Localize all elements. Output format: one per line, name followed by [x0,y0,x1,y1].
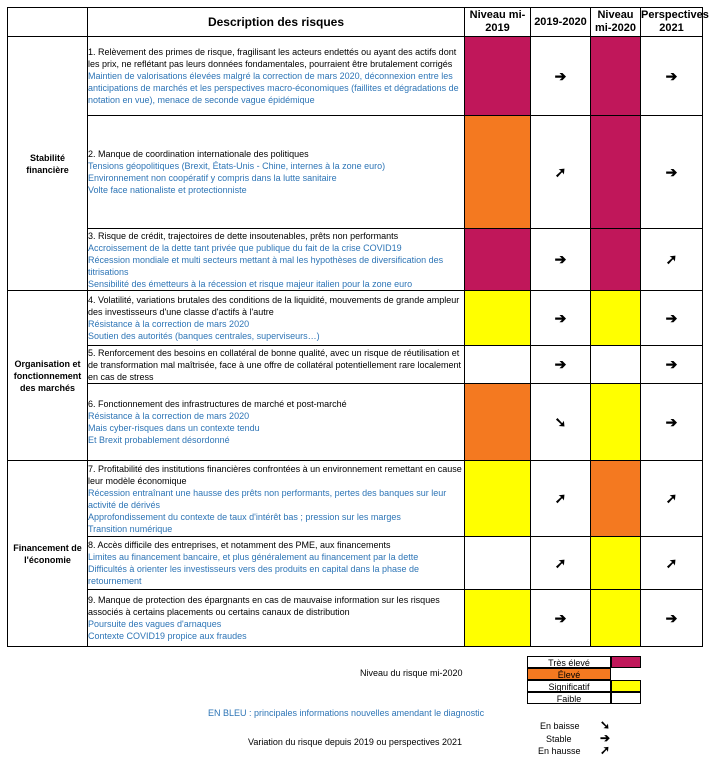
risk-description [88,384,465,461]
risk-note: Transition numérique [88,523,173,534]
outlook-cell [641,346,703,384]
level-2019-cell [465,229,531,291]
risk-title: 1. Relèvement des primes de risque, fragilisant les acteurs endettés ou ayant des actifs dont les prix, ne reflétant pas leurs données fondamentales, pourraient être brutalement corrigés [88,47,457,69]
risk-note: Contexte COVID19 propice aux fraudes [88,631,247,641]
risk-note: Résistance à la correction de mars 2020 [88,411,250,421]
legend-arrow-hausse-label: En hausse [538,746,581,756]
risk-description [88,229,465,291]
risk-description [88,116,465,229]
legend-arrow-stable-label: Stable [546,734,572,744]
arrow-right-icon: ➔ [554,356,567,372]
legend-level-significatif: Significatif [527,680,611,692]
risk-note: Poursuite des vagues d'arnaques [88,619,222,629]
arrow-right-icon: ➔ [665,67,678,84]
arrow-right-icon: ➔ [665,163,678,180]
arrow-up-icon: ➚ [554,163,567,180]
risk-row [8,346,703,384]
level-2020-cell [591,116,641,229]
header-niveau-2020: Niveau mi-2020 [591,8,641,37]
variation-cell [531,291,591,346]
outlook-cell [641,37,703,116]
risk-note: Résistance à la correction de mars 2020 [88,319,250,329]
header-niveau-2019: Niveau mi-2019 [465,8,531,37]
variation-cell [531,461,591,537]
risk-note: Environnement non coopératif y compris dans la lutte sanitaire [88,173,337,183]
risk-note: Volte face nationaliste et protectionniste [88,185,247,195]
legend-variation-label: Variation du risque depuis 2019 ou perspectives 2021 [248,737,462,747]
arrow-up-icon: ➚ [665,554,678,571]
level-2019-cell [465,346,531,384]
level-2019-cell [465,384,531,461]
level-2020-cell [591,537,641,590]
level-2020-cell [591,37,641,116]
arrow-right-icon: ➔ [554,67,567,84]
outlook-cell [641,461,703,537]
arrow-up-icon: ➚ [600,743,611,757]
legend-arrow-baisse-label: En baisse [540,721,580,731]
arrow-up-icon: ➚ [554,490,567,506]
level-2019-cell [465,291,531,346]
risk-note: Tensions géopolitiques (Brexit, États-Unis - Chine, internes à la zone euro) [88,161,386,171]
level-2019-cell [465,461,531,537]
risk-description [88,291,465,346]
risk-title: 3. Risque de crédit, trajectoires de dette insoutenables, prêts non performants [88,230,399,241]
risk-note: Difficultés à orienter les investisseurs vers des produits en capital dans la phase de retournement [88,564,420,586]
category-label: Stabilité financière [8,37,88,291]
outlook-cell [641,116,703,229]
variation-cell [531,346,591,384]
legend-niveau-label: Niveau du risque mi-2020 [360,668,463,678]
category-label: Organisation et fonctionnement des marchés [8,291,88,461]
legend-level-faible: Faible [527,692,611,704]
outlook-cell [641,291,703,346]
risk-note: Récession mondiale et multi secteurs mettant à mal les hypothèses de diversification des titrisations [88,254,444,277]
level-2020-cell [591,291,641,346]
arrow-down-icon: ➘ [554,413,567,430]
level-2020-cell [591,229,641,291]
header-perspectives: Perspectives 2021 [641,8,703,37]
arrow-right-icon: ➔ [554,251,567,267]
legend-level-tres-eleve: Très élevé [527,656,611,668]
risk-title: 4. Volatilité, variations brutales des conditions de la liquidité, mouvements de grande ampleur des investisseurs d'une classe d'actifs à l'autre [88,295,460,317]
legend-swatch-tres-eleve [611,656,641,668]
variation-cell [531,116,591,229]
legend-level-eleve: Élevé [527,668,611,680]
arrow-right-icon: ➔ [665,356,678,372]
variation-cell [531,229,591,291]
level-2020-cell [591,590,641,647]
risk-title: 5. Renforcement des besoins en collatéral de bonne qualité, avec un risque de réutilisation et de transformation mal maîtrisée, face à une offre de collatéral potentiellement rare localement en cas de stress [88,347,462,382]
outlook-cell [641,229,703,291]
risk-title: 9. Manque de protection des épargnants en cas de mauvaise information sur les risques associés à certains placements ou certains canaux de distribution [88,595,440,617]
risk-description [88,37,465,116]
legend-blue-note: EN BLEU : principales informations nouvelles amendant le diagnostic [208,708,485,718]
arrow-right-icon: ➔ [554,309,567,326]
risk-row [8,590,703,647]
risk-table [7,7,709,647]
header-description: Description des risques [88,8,465,37]
risk-description [88,346,465,384]
arrow-right-icon: ➔ [600,731,611,745]
header-variation: 2019-2020 [531,8,591,37]
arrow-up-icon: ➚ [665,251,678,267]
risk-row [8,229,703,291]
risk-description [88,461,465,537]
risk-row [8,37,703,116]
risk-note: Et Brexit probablement désordonné [88,435,230,445]
arrow-up-icon: ➚ [554,554,567,571]
legend-swatch-faible [611,692,641,704]
level-2019-cell [465,590,531,647]
risk-note: Sensibilité des émetteurs à la récession et risque majeur italien pour la zone euro [88,278,413,289]
arrow-right-icon: ➔ [665,609,678,626]
outlook-cell [641,537,703,590]
variation-cell [531,590,591,647]
outlook-cell [641,384,703,461]
risk-row [8,384,703,461]
level-2019-cell [465,537,531,590]
header-blank [8,8,88,37]
level-2019-cell [465,37,531,116]
variation-cell [531,537,591,590]
arrow-right-icon: ➔ [665,413,678,430]
risk-note: Limites au financement bancaire, et plus généralement au financement par la dette [88,552,419,562]
legend-swatch-significatif [611,680,641,692]
outlook-cell [641,590,703,647]
risk-row [8,116,703,229]
variation-cell [531,37,591,116]
risk-description [88,590,465,647]
risk-note: Récession entraînant une hausse des prêts non performants, pertes des banques sur leur activité de dérivés [88,487,447,510]
level-2020-cell [591,461,641,537]
risk-title: 8. Accès difficile des entreprises, et notamment des PME, aux financements [88,540,391,550]
risk-title: 2. Manque de coordination internationale des politiques [88,149,309,159]
risk-note: Soutien des autorités (banques centrales, superviseurs…) [88,331,320,341]
risk-row [8,461,703,537]
arrow-right-icon: ➔ [554,609,567,626]
risk-title: 7. Profitabilité des institutions financières confrontées à un environnement remettant en cause leur modèle économique [88,463,462,486]
risk-note: Mais cyber-risques dans un contexte tendu [88,423,260,433]
level-2020-cell [591,384,641,461]
risk-note: Accroissement de la dette tant privée que publique du fait de la crise COVID19 [88,242,402,253]
level-2019-cell [465,116,531,229]
arrow-down-icon: ➘ [600,718,611,732]
risk-description [88,537,465,590]
arrow-right-icon: ➔ [665,309,678,326]
risk-note: Approfondissement du contexte de taux d'intérêt bas ; pression sur les marges [88,511,401,522]
variation-cell [531,384,591,461]
category-label: Financement de l'économie [8,461,88,647]
risk-title: 6. Fonctionnement des infrastructures de marché et post-marché [88,399,347,409]
level-2020-cell [591,346,641,384]
risk-row [8,537,703,590]
header-row [8,8,703,37]
risk-note: Maintien de valorisations élevées malgré la correction de mars 2020, déconnexion entre les anticipations de marchés et les perspectives macro-économiques (faillites et dégradations de notation en vue), menace de seconde vague épidémique [88,71,459,105]
arrow-up-icon: ➚ [665,490,678,506]
risk-row [8,291,703,346]
